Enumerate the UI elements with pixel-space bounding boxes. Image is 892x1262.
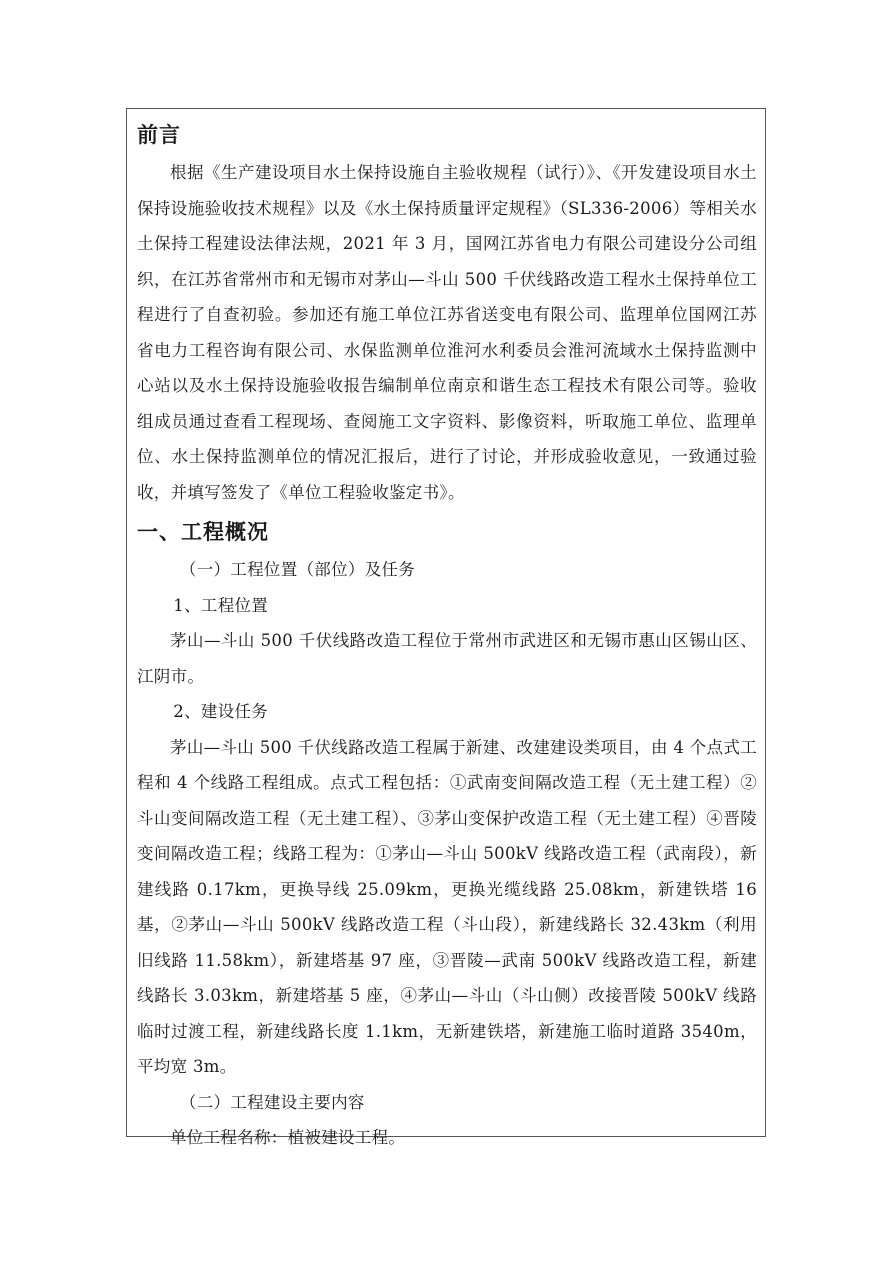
subsection-title-location-and-tasks: （一）工程位置（部位）及任务 <box>179 560 416 579</box>
location-paragraph: 茅山—斗山 500 千伏线路改造工程位于常州市武进区和无锡市惠山区锡山区、江阴市。 <box>137 631 757 686</box>
unit-project-name-line: 单位工程名称：植被建设工程。 <box>170 1128 406 1147</box>
item-title-location: 1、工程位置 <box>173 595 269 615</box>
preface-paragraph: 根据《生产建设项目水土保持设施自主验收规程（试行）》、《开发建设项目水土保持设施验收技术规程》以及《水土保持质量评定规程》（SL336-2006）等相关水土保持工程建设法律法规，2021 年 3 月，国网江苏省电力有限公司建设分公司组织，在江苏省常州市和无锡市对茅山—斗山 500 千伏线路改造工程水土保持单位工程进行了自查初验。参加还有施工单位江苏省送变电有限公司、监理单位国网江苏省电力工程咨询有限公司、水保监测单位淮河水利委员会淮河流域水土保持监测中心站以及水土保持设施验收报告编制单位南京和谐生态工程技术有限公司等。验收组成员通过查看工程现场、查阅施工文字资料、影像资料，听取施工单位、监理单位、水土保持监测单位的情况汇报后，进行了讨论，并形成验收意见，一致通过验收，并填写签发了《单位工程验收鉴定书》。 <box>137 163 757 502</box>
subsection-title-main-content: （二）工程建设主要内容 <box>179 1092 365 1112</box>
item-title-construction-tasks: 2、建设任务 <box>173 702 269 721</box>
document-content <box>137 115 757 1156</box>
construction-tasks-paragraph: 茅山—斗山 500 千伏线路改造工程属于新建、改建建设类项目，由 4 个点式工程和 4 个线路工程组成。点式工程包括：①武南变间隔改造工程（无土建工程）②斗山变间隔改造工程（无土建工程）、③茅山变保护改造工程（无土建工程）④晋陵变间隔改造工程；线路工程为：①茅山—斗山 500kV 线路改造工程（武南段），新建线路 0.17km，更换导线 25.09km，更换光缆线路 25.08km，新建铁塔 16 基，②茅山—斗山 500kV 线路改造工程（斗山段），新建线路长 32.43km（利用旧线路 11.58km），新建塔基 97 座，③晋陵—武南 500kV 线路改造工程，新建线路长 3.03km，新建塔基 5 座，④茅山—斗山（斗山侧）改接晋陵 500kV 线路临时过渡工程，新建线路长度 1.1km，无新建铁塔，新建施工临时道路 3540m，平均宽 3m。 <box>137 737 757 1076</box>
document-frame <box>126 108 766 1147</box>
preface-heading: 前言 <box>137 122 181 147</box>
section-heading-project-overview: 一、工程概况 <box>137 519 269 544</box>
